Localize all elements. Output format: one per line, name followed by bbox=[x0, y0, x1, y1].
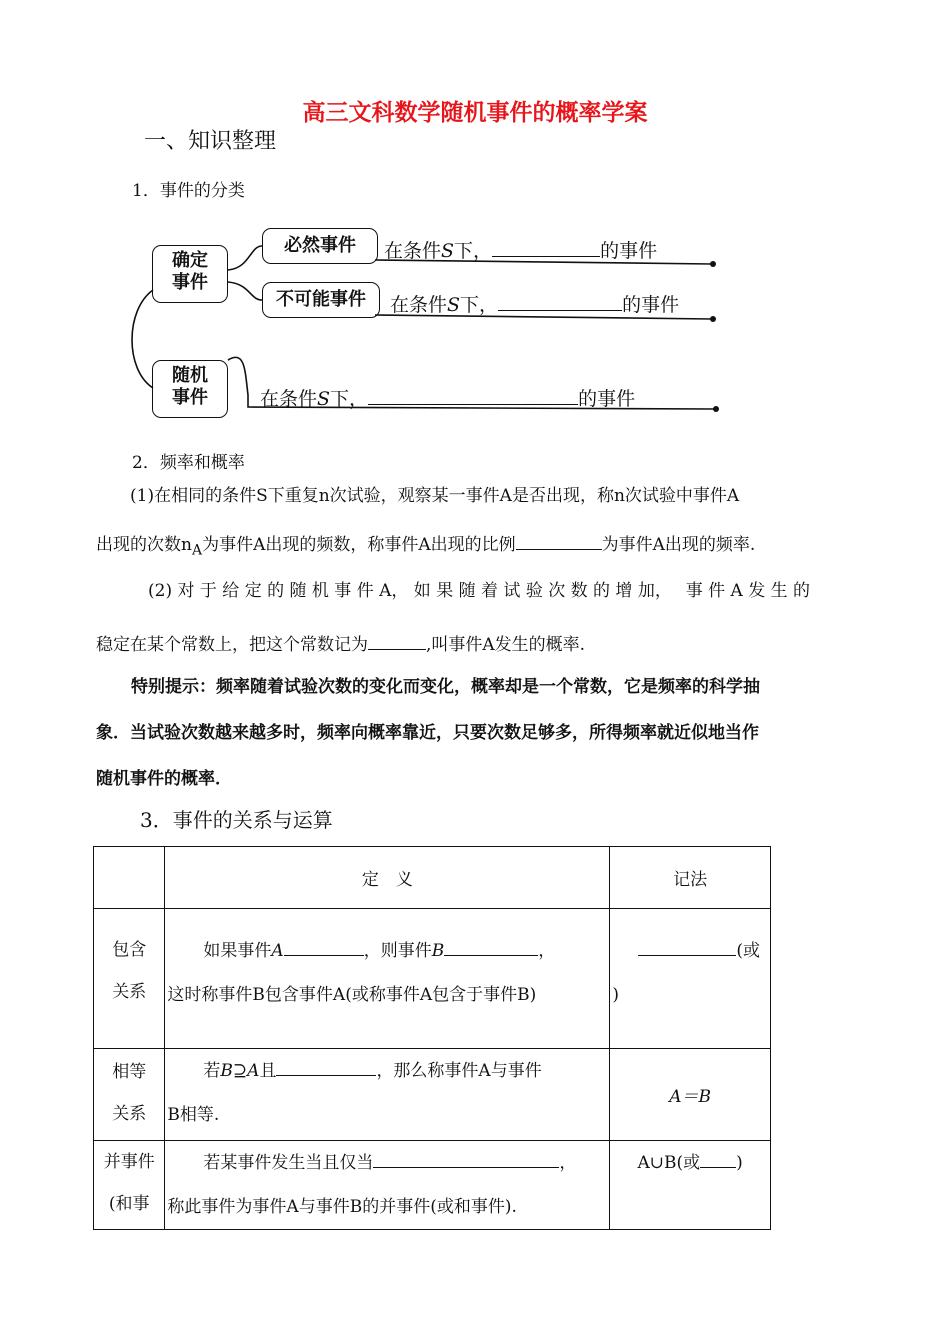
row-name: 包含 关系 bbox=[94, 909, 165, 1049]
row-definition: 若某事件发生当且仅当 ， 称此事件为事件A与事件B的并事件(或和事件). bbox=[165, 1141, 610, 1230]
random-event-box: 随机 事件 bbox=[152, 360, 228, 418]
fill-blank[interactable] bbox=[700, 1149, 736, 1168]
line-end-dot bbox=[713, 406, 719, 412]
fill-blank[interactable] bbox=[516, 531, 602, 550]
row-name: 相等 关系 bbox=[94, 1049, 165, 1141]
random-event-condition: 在条件S下， 的事件 bbox=[260, 388, 636, 410]
fill-blank[interactable] bbox=[638, 937, 736, 956]
row-definition: 如果事件A ，则事件B ， 这时称事件B包含事件A(或称事件A包含于事件B) bbox=[165, 909, 610, 1049]
table-row bbox=[94, 1141, 771, 1230]
certain-event-box: 确定 事件 bbox=[152, 245, 228, 303]
row-name: 并事件 (和事 bbox=[94, 1141, 165, 1230]
impossible-event-condition: 在条件S下， 的事件 bbox=[390, 294, 680, 316]
row-notation: (或 ) bbox=[610, 909, 771, 1049]
fill-blank[interactable] bbox=[444, 937, 538, 956]
header-notation: 记法 bbox=[610, 847, 771, 909]
paragraph-2-line-2: 稳定在某个常数上，把这个常数记为 ,叫事件A发生的概率. bbox=[96, 631, 585, 654]
sure-event-box: 必然事件 bbox=[262, 228, 378, 264]
sure-event-condition: 在条件S下， 的事件 bbox=[384, 240, 658, 262]
paragraph-1-line-1: (1)在相同的条件S下重复n次试验，观察某一事件A是否出现，称n次试验中事件A bbox=[130, 486, 740, 506]
fill-blank[interactable] bbox=[284, 937, 364, 956]
fill-blank[interactable] bbox=[498, 292, 622, 311]
paragraph-2-line-1: (2) 对 于 给 定 的 随 机 事 件 A， 如 果 随 着 试 验 次 数 的 增 加， 事 件 A 发 生 的 bbox=[148, 581, 811, 601]
table-header-row bbox=[94, 847, 771, 909]
row-notation: A＝B bbox=[610, 1049, 771, 1141]
header-empty-cell bbox=[94, 847, 165, 909]
tip-line-3: 随机事件的概率． bbox=[96, 769, 232, 789]
tip-line-2: 象．当试验次数越来越多时，频率向概率靠近，只要次数足够多，所得频率就近似地当作 bbox=[96, 723, 759, 743]
fill-blank[interactable] bbox=[368, 631, 426, 650]
line-end-dot bbox=[710, 261, 716, 267]
line-end-dot bbox=[710, 316, 716, 322]
event-relations-table bbox=[93, 846, 771, 1230]
document-title: 高三文科数学随机事件的概率学案 bbox=[302, 100, 648, 126]
tip-line-1: 特别提示：频率随着试验次数的变化而变化，概率却是一个常数，它是频率的科学抽 bbox=[131, 677, 760, 697]
row-notation: A∪B(或 ) bbox=[610, 1141, 771, 1230]
fill-blank[interactable] bbox=[368, 386, 578, 405]
table-row bbox=[94, 1049, 771, 1141]
subheading-frequency-probability: 2．频率和概率 bbox=[132, 453, 245, 473]
subheading-event-relations: 3．事件的关系与运算 bbox=[140, 808, 333, 832]
impossible-event-box: 不可能事件 bbox=[262, 282, 380, 318]
fill-blank[interactable] bbox=[492, 238, 600, 257]
subheading-event-classification: 1．事件的分类 bbox=[132, 181, 245, 201]
table-row bbox=[94, 909, 771, 1049]
row-definition: 若B⊇A且 ，那么称事件A与事件 B相等. bbox=[165, 1049, 610, 1141]
fill-blank[interactable] bbox=[373, 1149, 559, 1168]
fill-blank[interactable] bbox=[276, 1057, 376, 1076]
paragraph-1-line-2: 出现的次数$n_A$为事件A出现的频数，称事件A出现的比例 为事件A出现的频率. bbox=[96, 531, 755, 557]
header-definition: 定 义 bbox=[165, 847, 610, 909]
section-heading: 一、知识整理 bbox=[144, 129, 277, 154]
